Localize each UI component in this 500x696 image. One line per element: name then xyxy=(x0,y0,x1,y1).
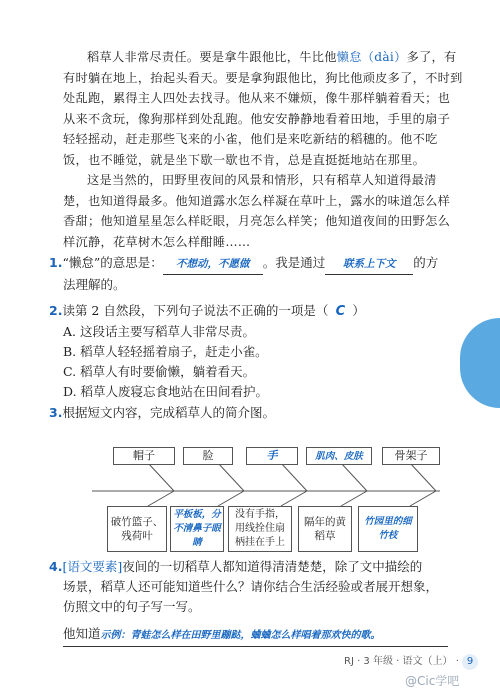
diagram-box-hat-detail xyxy=(107,506,167,552)
question-2 xyxy=(49,301,449,402)
passage-line: 样沉静，花草树木怎么样酣睡…… xyxy=(63,234,251,249)
answer-line xyxy=(63,624,448,647)
passage-line-tail: 多了，有 xyxy=(406,50,457,64)
question-3 xyxy=(49,403,275,423)
answer-prefix: 他知道 xyxy=(63,626,101,641)
question-text-line: 仿照文中的句子写一写。 xyxy=(63,599,201,614)
word-lazy: 懒怠 xyxy=(336,50,362,64)
diagram-label: 脸 xyxy=(202,449,214,462)
passage-paragraph-1 xyxy=(63,47,463,170)
diagram-box-hand xyxy=(246,447,298,465)
diagram-box-hat xyxy=(113,447,175,465)
question-text: 的方 xyxy=(413,255,439,270)
page-info: RJ · 3 年级 · 语文（上） · xyxy=(344,656,459,667)
question-text: 。我是通过 xyxy=(262,255,326,270)
diagram-label: 破竹篮子、残荷叶 xyxy=(110,516,164,542)
answer-meaning: 不想动，不愿做 xyxy=(163,254,263,275)
answer-choice: C xyxy=(335,304,346,319)
passage-line: 有时躺在地上，抬起头看天。要是拿狗跟他比，狗比他顽皮多了，不时到 xyxy=(63,70,463,85)
passage-line: 楚，也知道得最多。他知道露水怎么样凝在草叶上，露水的味道怎么样 xyxy=(63,193,451,208)
watermark xyxy=(405,672,459,689)
diagram-answer: 肌肉、皮肤 xyxy=(315,451,363,462)
passage-paragraph-2 xyxy=(63,170,451,252)
option-a: A. 这段话主要写稻草人非常尽责。 xyxy=(63,324,255,339)
passage-line: 饭，也不睡觉，就是坐下歇一歇也不肯，总是直挺挺地站在那里。 xyxy=(63,152,426,167)
question-text: 夜间的一切稻草人都知道得清清楚楚，除了文中描绘的 xyxy=(122,559,423,574)
option-b: B. 稻草人轻轻摇着扇子，赶走小雀。 xyxy=(63,344,268,359)
question-text-line: 场景，稻草人还可能知道些什么？请你结合生活经验或者展开想象， xyxy=(63,579,439,594)
answer-method: 联系上下文 xyxy=(325,254,413,275)
passage-line: 稻草人非常尽责任。要是拿牛跟他比，牛比他 xyxy=(87,50,337,64)
option-c: C. 稻草人有时要偷懒，躺着看天。 xyxy=(63,364,256,379)
question-text-line2: 法理解的。 xyxy=(63,277,126,292)
watermark-text: @Cic学吧 xyxy=(405,674,460,688)
question-4 xyxy=(49,557,449,617)
answer-text: 示例：青蛙怎么样在田野里蹦跶，蛐蛐怎么样唱着那欢快的歌。 xyxy=(100,630,381,641)
diagram-box-skeleton xyxy=(382,447,440,465)
question-text: 根据短文内容，完成稻草人的简介图。 xyxy=(62,405,275,420)
question-number: 1. xyxy=(49,255,63,270)
diagram-box-skeleton-detail xyxy=(358,506,418,552)
diagram-label: 没有手指，用线拴住扇柄挂在手上 xyxy=(235,509,285,548)
option-d: D. 稻草人废寝忘食地站在田间看护。 xyxy=(63,384,269,399)
page-footer xyxy=(344,652,478,670)
passage-line: 轻轻摇动，赶走那些飞来的小雀，他们是来吃新结的稻穗的。他不吃 xyxy=(63,132,438,146)
question-text: 读第 2 自然段，下列句子说法不正确的一项是（ xyxy=(62,303,329,318)
side-tab-decoration xyxy=(460,318,500,408)
passage-line: 从来不贪玩，像狗那样到处乱跑。他安安静静地看着田地，手里的扇子 xyxy=(63,111,451,126)
diagram-box-muscle-skin xyxy=(306,447,372,465)
diagram-label: 骨架子 xyxy=(394,449,428,462)
diagram-label: 帽子 xyxy=(133,449,155,462)
diagram-answer: 平板板，分不清鼻子眼睛 xyxy=(173,509,221,548)
word-lazy-pinyin: （dài） xyxy=(361,50,407,64)
question-number: 4. xyxy=(49,559,63,574)
diagram-box-muscle-detail xyxy=(298,506,352,552)
question-text: “懒怠”的意思是： xyxy=(62,255,163,270)
language-element-tag: [语文要素] xyxy=(62,559,123,574)
diagram-answer: 竹园里的细竹枝 xyxy=(364,516,412,541)
question-text: ） xyxy=(352,303,365,318)
passage-line: 这是当然的，田野里夜间的风景和情形，只有稻草人知道得最清 xyxy=(87,173,437,187)
diagram-box-hand-detail xyxy=(228,506,292,552)
question-number: 2. xyxy=(49,303,63,318)
diagram-box-face xyxy=(183,447,233,465)
question-1 xyxy=(49,253,449,295)
diagram-label: 隔年的黄稻草 xyxy=(304,516,346,542)
diagram-box-face-detail xyxy=(170,506,224,552)
question-number: 3. xyxy=(49,405,63,420)
diagram-answer: 手 xyxy=(266,449,278,462)
passage-line: 香甜；他知道星星怎么样眨眼，月亮怎么样笑；他知道夜间的田野怎么 xyxy=(63,214,451,228)
passage-line: 处乱跑，累得主人四处去找寻。他从来不嫌烦，像牛那样躺着看天；也 xyxy=(63,91,451,105)
page-number: 9 xyxy=(462,654,478,670)
